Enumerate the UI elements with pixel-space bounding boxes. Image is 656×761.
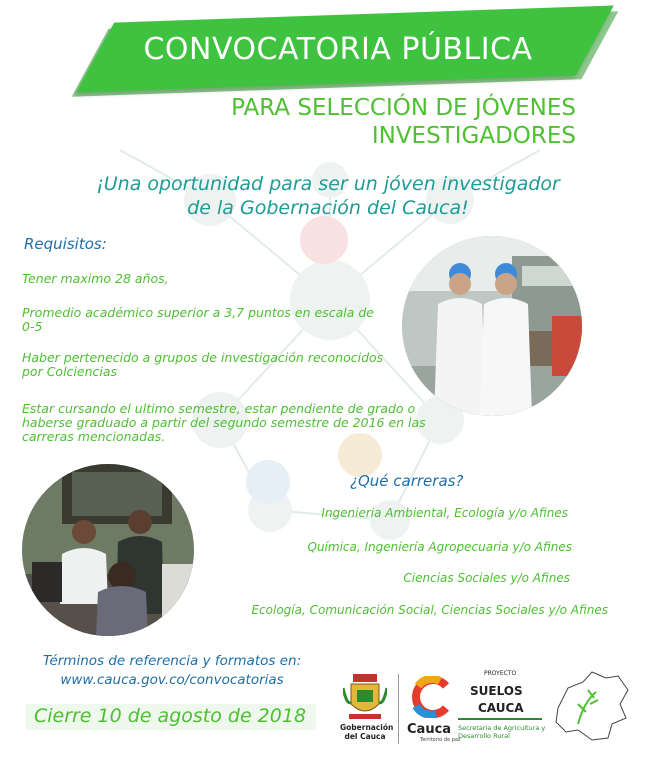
carreras-heading: ¿Qué carreras? (350, 472, 464, 490)
requisito-item: Estar cursando el ultimo semestre, estar pendiente de grado o haberse graduado a partir del segundo semestre de 2016 en las carreras mencionadas. (22, 401, 426, 444)
cauca-logo-icon (410, 676, 450, 718)
requisito-item: Haber pertenecido a grupos de investigación reconocidos por Colciencias (22, 350, 384, 379)
lab-photo (402, 236, 582, 416)
deadline-text: Cierre 10 de agosto de 2018 (33, 705, 307, 727)
carrera-item: Ciencias Sociales y/o Afines (403, 571, 570, 585)
subtitle-line-1: PARA SELECCIÓN DE JÓVENES (231, 95, 576, 121)
requisito-item: Promedio académico superior a 3,7 puntos en escala de 0-5 (22, 305, 374, 334)
carrera-item: Ecología, Comunicación Social, Ciencias Sociales y/o Afines (251, 603, 608, 617)
requisito-item: Tener maximo 28 años, (22, 271, 169, 286)
cauca-map-icon (548, 668, 634, 744)
gobernacion-label: Gobernación del Cauca (340, 723, 394, 741)
cauca-tagline: Territorio de paz (420, 737, 461, 743)
suelos-label: SUELOS (470, 684, 523, 698)
subtitle-line-2: INVESTIGADORES (371, 123, 576, 149)
secretaria-label: Secretaria de Agricultura y Desarrollo Rural (458, 724, 546, 740)
carrera-item: Ingenieria Ambiental, Ecología y/o Afines (321, 506, 568, 520)
terms-label: Términos de referencia y formatos en: (42, 653, 302, 669)
group-photo (22, 464, 194, 636)
suelos-cauca-label: CAUCA (478, 701, 524, 715)
page-title: CONVOCATORIA PÚBLICA (143, 32, 533, 67)
coat-of-arms-icon (343, 672, 387, 722)
tagline-line-1: ¡Una oportunidad para ser un jóven investigador (96, 173, 560, 195)
cauca-logo-text: Cauca (407, 722, 452, 737)
proyecto-label: PROYECTO (484, 670, 517, 677)
terms-url-link[interactable]: www.cauca.gov.co/convocatorias (60, 672, 284, 688)
suelos-divider (458, 718, 542, 720)
tagline-line-2: de la Gobernación del Cauca! (187, 197, 469, 219)
requisitos-heading: Requisitos: (24, 235, 107, 253)
logo-divider (398, 674, 399, 744)
carrera-item: Química, Ingeniería Agropecuaria y/o Afines (307, 540, 572, 554)
